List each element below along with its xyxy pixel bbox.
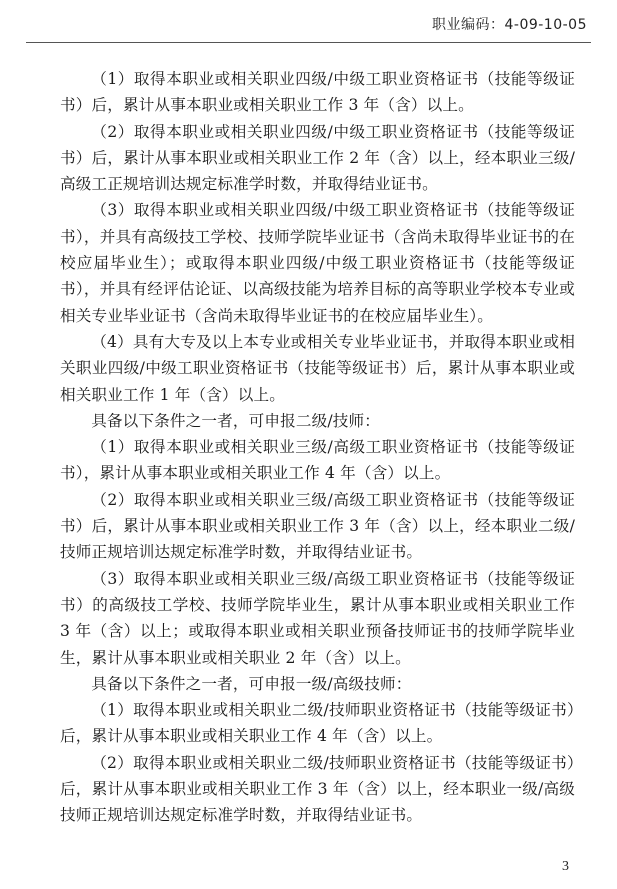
- paragraph: （2）取得本职业或相关职业四级/中级工职业资格证书（技能等级证书）后，累计从事本职业或相关职业工作 2 年（含）以上，经本职业三级/高级工正规培训达规定标准学时数，并取得结业证书。: [60, 122, 575, 194]
- occupation-code: 职业编码：4-09-10-05: [431, 17, 587, 33]
- paragraph: （3）取得本职业或相关职业四级/中级工职业资格证书（技能等级证书），并具有高级技工学校、技师学院毕业证书（含尚未取得毕业证书的在校应届毕业生）；或取得本职业四级/中级工职业资格证书（技能等级证书），并具有经评估论证、以高级技能为培养目标的高等职业学校本专业或相关专业毕业证书（含尚未取得毕业证书的在校应届毕业生）。: [60, 201, 575, 325]
- page-number: 3: [562, 859, 569, 874]
- paragraph: （2）取得本职业或相关职业二级/技师职业资格证书（技能等级证书）后，累计从事本职业或相关职业工作 3 年（含）以上，经本职业一级/高级技师正规培训达规定标准学时数，并取得结业证书。: [60, 753, 575, 825]
- paragraph: （3）取得本职业或相关职业三级/高级工职业资格证书（技能等级证书）的高级技工学校、技师学院毕业生，累计从事本职业或相关职业工作 3 年（含）以上；或取得本职业或相关职业预备技师证书的技师学院毕业生，累计从事本职业或相关职业 2 年（含）以上。: [60, 569, 575, 667]
- document-body: [60, 66, 575, 829]
- paragraph: （4）具有大专及以上本专业或相关专业毕业证书，并取得本职业或相关职业四级/中级工职业资格证书（技能等级证书）后，累计从事本职业或相关职业工作 1 年（含）以上。: [60, 332, 575, 404]
- section-lead: 具备以下条件之一者，可申报二级/技师：: [91, 411, 380, 430]
- header-rule: [26, 42, 591, 43]
- paragraph: （1）取得本职业或相关职业三级/高级工职业资格证书（技能等级证书），累计从事本职业或相关职业工作 4 年（含）以上。: [60, 438, 575, 483]
- paragraph: （1）取得本职业或相关职业二级/技师职业资格证书（技能等级证书）后，累计从事本职业或相关职业工作 4 年（含）以上。: [60, 701, 575, 746]
- paragraph: （2）取得本职业或相关职业三级/高级工职业资格证书（技能等级证书）后，累计从事本职业或相关职业工作 3 年（含）以上，经本职业二级/技师正规培训达规定标准学时数，并取得结业证书。: [60, 490, 575, 562]
- section-lead: 具备以下条件之一者，可申报一级/高级技师：: [91, 674, 412, 693]
- paragraph: （1）取得本职业或相关职业四级/中级工职业资格证书（技能等级证书）后，累计从事本职业或相关职业工作 3 年（含）以上。: [60, 70, 575, 115]
